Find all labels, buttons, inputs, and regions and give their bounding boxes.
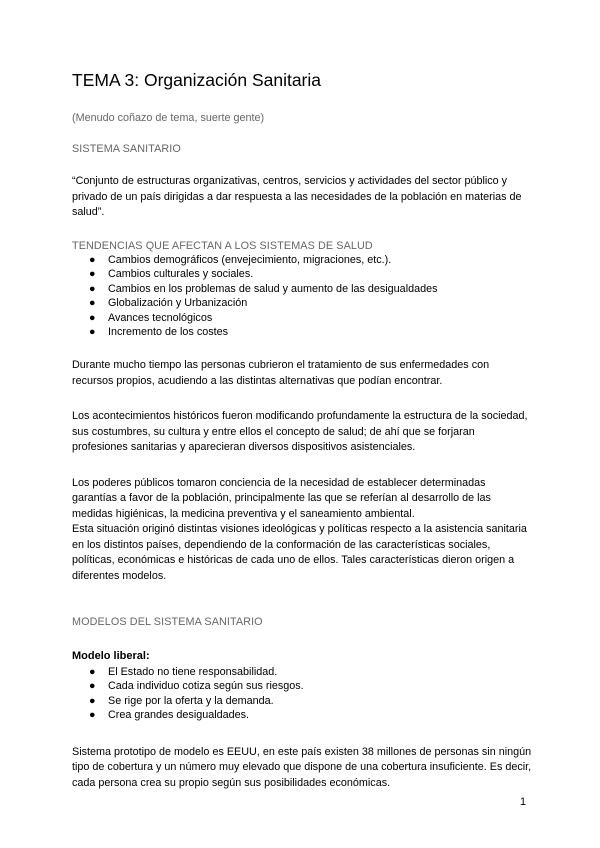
tendencias-list xyxy=(72,253,532,341)
bullet-icon: ● xyxy=(89,665,96,678)
list-item: ● Cambios culturales y sociales. xyxy=(89,268,254,281)
paragraph: Sistema prototipo de modelo es EEUU, en este país existen 38 millones de personas sin ningún tipo de cobertura y un número muy elevado que dispone de una cobertura insuficiente. Es decir, cada persona crea su propio según sus posibilidades económicas. xyxy=(72,745,532,789)
list-item: ● Cada individuo cotiza según sus riesgos. xyxy=(89,680,304,693)
bullet-icon: ● xyxy=(89,694,96,707)
bullet-icon: ● xyxy=(89,268,96,281)
definition-paragraph: “Conjunto de estructuras organizativas, centros, servicios y actividades del sector público y privado de un país dirigidas a dar respuesta a las necesidades de la población en materias de salud”. xyxy=(72,175,522,218)
modelo-liberal-list xyxy=(72,665,532,723)
list-item: ● Avances tecnológicos xyxy=(89,311,213,324)
paragraph: Los poderes públicos tomaron conciencia de la necesidad de establecer determinadas garantías a favor de la población, principalmente las que se referían al desarrollo de las medidas higiénicas, la medicina preventiva y el saneamiento ambiental. xyxy=(72,476,491,520)
list-item: ● Crea grandes desigualdades. xyxy=(89,709,250,722)
paragraph: Durante mucho tiempo las personas cubrieron el tratamiento de sus enfermedades con recursos propios, acudiendo a las distintas alternativas que podían encontrar. xyxy=(72,359,490,387)
list-item: ● Incremento de los costes xyxy=(89,326,229,339)
section-heading-modelos: MODELOS DEL SISTEMA SANITARIO xyxy=(72,616,263,629)
subtitle: (Menudo coñazo de tema, suerte gente) xyxy=(72,112,265,124)
bullet-icon: ● xyxy=(89,253,96,266)
page-title: TEMA 3: Organización Sanitaria xyxy=(72,70,322,90)
bullet-icon: ● xyxy=(89,282,96,295)
bullet-icon: ● xyxy=(89,709,96,722)
section-heading-sistema-sanitario: SISTEMA SANITARIO xyxy=(72,143,181,155)
list-item: ● Se rige por la oferta y la demanda. xyxy=(89,694,274,707)
bullet-icon: ● xyxy=(89,311,96,324)
list-item: ● Cambios en los problemas de salud y aumento de las desigualdades xyxy=(89,282,438,295)
subheading-modelo-liberal: Modelo liberal: xyxy=(72,650,150,663)
paragraph: Esta situación originó distintas visiones ideológicas y políticas respecto a la asistencia sanitaria en los distintos países, dependiendo de la conformación de las características sociales, políticas, económicas e históricas de cada uno de ellos. Tales características dieron origen a diferentes modelos. xyxy=(72,523,527,582)
document-page xyxy=(72,66,532,791)
paragraph: Los acontecimientos históricos fueron modificando profundamente la estructura de la sociedad, sus costumbres, su cultura y entre ellos el concepto de salud; de ahí que se forjaran profesiones sanitarias y aparecieran diversos dispositivos asistenciales. xyxy=(72,410,528,454)
list-item: ● Cambios demográficos (envejecimiento, migraciones, etc.). xyxy=(89,253,392,266)
page-number: 1 xyxy=(519,796,526,808)
list-item: ● Globalización y Urbanización xyxy=(89,297,248,310)
bullet-icon: ● xyxy=(89,326,96,339)
list-item: ● El Estado no tiene responsabilidad. xyxy=(89,665,278,678)
bullet-icon: ● xyxy=(89,297,96,310)
section-heading-tendencias: TENDENCIAS QUE AFECTAN A LOS SISTEMAS DE SALUD xyxy=(72,239,373,252)
bullet-icon: ● xyxy=(89,680,96,693)
